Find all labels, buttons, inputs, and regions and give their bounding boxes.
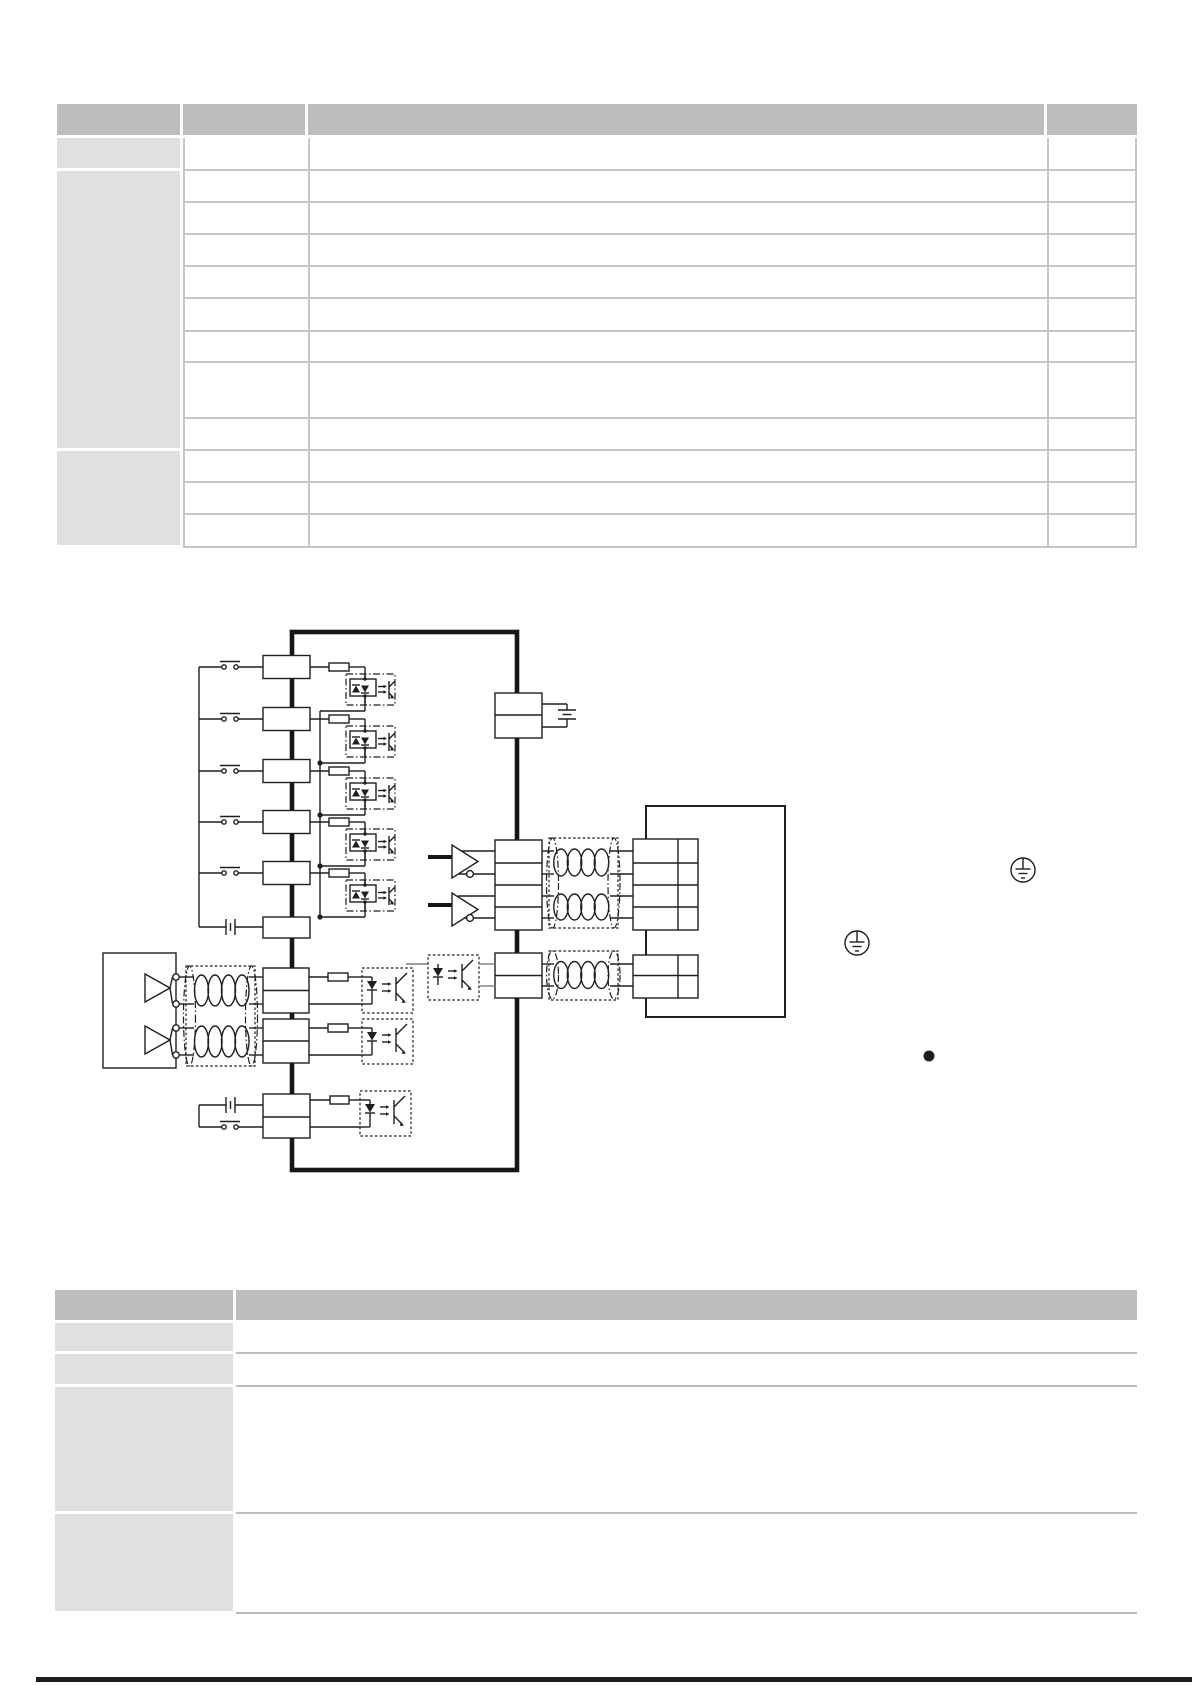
table1-body-cell — [308, 515, 1047, 548]
table1-body-cell — [183, 203, 308, 235]
table2-body-cell — [236, 1354, 1137, 1387]
terminal-blocks — [103, 693, 698, 1138]
table2-row-label-cell — [55, 1323, 233, 1351]
probe-input-row — [199, 1091, 411, 1136]
table2-row-label-cell — [55, 1354, 233, 1384]
table1-body-cell — [1047, 451, 1137, 483]
table1-body-cell — [1047, 235, 1137, 267]
table1-body-cell — [308, 483, 1047, 515]
table1-header-cell — [1047, 104, 1137, 135]
table1-body-cell — [308, 203, 1047, 235]
pulse-output-section — [428, 838, 633, 928]
table2-body-cell — [236, 1323, 1137, 1354]
ground-symbols — [845, 858, 1035, 1062]
table1-body-cell — [183, 299, 308, 332]
page-footer-rule — [36, 1677, 1192, 1682]
digital-input-section — [199, 656, 395, 936]
spec-table-top — [57, 104, 1137, 548]
table1-body-cell — [308, 138, 1047, 171]
table2-header-cell — [55, 1290, 233, 1320]
spec-table-bottom — [55, 1290, 1137, 1615]
table1-body-cell — [183, 138, 308, 171]
table1-body-cell — [1047, 515, 1137, 548]
table1-row-label-cell — [57, 138, 180, 168]
encoder-feedback-section — [406, 951, 633, 1000]
table1-body-cell — [183, 515, 308, 548]
table1-body-cell — [1047, 363, 1137, 419]
table1-body-cell — [183, 171, 308, 203]
table2-header-cell — [236, 1290, 1137, 1320]
table1-body-cell — [1047, 332, 1137, 363]
table1-body-cell — [308, 171, 1047, 203]
table1-body-cell — [183, 332, 308, 363]
table1-row-label-cell — [57, 451, 180, 545]
table1-row-label-cell — [57, 171, 180, 448]
table1-header-cell — [308, 104, 1044, 135]
table1-body-cell — [1047, 299, 1137, 332]
pulse-input-section — [145, 966, 413, 1066]
table1-body-cell — [1047, 267, 1137, 299]
table1-body-cell — [1047, 203, 1137, 235]
table1-body-cell — [1047, 171, 1137, 203]
table1-body-cell — [183, 235, 308, 267]
table1-header-cell — [57, 104, 180, 135]
table1-body-cell — [308, 267, 1047, 299]
table1-body-cell — [183, 419, 308, 451]
table2-row-label-cell — [55, 1387, 233, 1511]
table1-body-cell — [1047, 138, 1137, 171]
table1-body-cell — [308, 332, 1047, 363]
table1-body-cell — [308, 235, 1047, 267]
servo-drive-outline — [292, 632, 517, 1170]
table1-header-cell — [183, 104, 305, 135]
battery-section — [542, 704, 576, 727]
table1-body-cell — [183, 363, 308, 419]
table1-body-cell — [183, 451, 308, 483]
table1-body-cell — [183, 267, 308, 299]
table2-body-cell — [236, 1514, 1137, 1614]
table1-body-cell — [308, 299, 1047, 332]
table1-body-cell — [1047, 483, 1137, 515]
table1-body-cell — [308, 363, 1047, 419]
table1-body-cell — [308, 451, 1047, 483]
table2-body-cell — [236, 1387, 1137, 1514]
table1-body-cell — [183, 483, 308, 515]
table2-row-label-cell — [55, 1514, 233, 1611]
table1-body-cell — [1047, 419, 1137, 451]
motor-encoder-block — [646, 806, 785, 1017]
table1-body-cell — [308, 419, 1047, 451]
